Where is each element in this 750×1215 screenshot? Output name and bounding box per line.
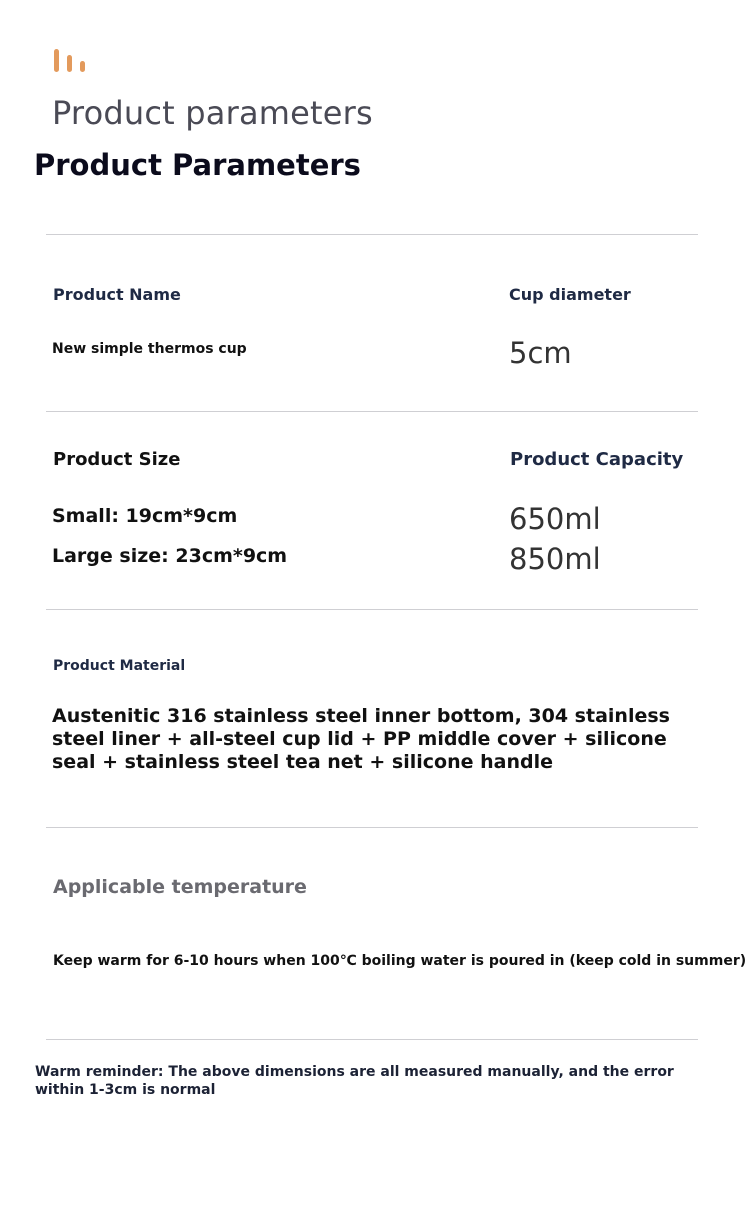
product-material-value: Austenitic 316 stainless steel inner bottom, 304 stainless steel liner + all-steel cup lid + PP middle cover + silicone seal + stainless steel tea net + silicone handle: [52, 705, 670, 773]
product-name-label: Product Name: [53, 285, 181, 304]
temperature-label: Applicable temperature: [53, 876, 307, 898]
product-name-value: New simple thermos cup: [52, 341, 247, 357]
product-material-label: Product Material: [53, 658, 186, 674]
temperature-value: Keep warm for 6-10 hours when 100℃ boiling water is poured in (keep cold in summer): [53, 953, 747, 969]
cup-diameter-value: 5cm: [509, 336, 572, 370]
capacity-small-value: 650ml: [509, 502, 601, 536]
page-title: Product Parameters: [34, 148, 361, 182]
cup-diameter-label: Cup diameter: [509, 285, 631, 304]
bar-icon-tall: [54, 49, 59, 72]
size-small-value: Small: 19cm*9cm: [52, 505, 238, 527]
page-subtitle: Product parameters: [52, 94, 373, 132]
divider: [46, 1039, 698, 1040]
product-size-label: Product Size: [53, 449, 181, 470]
warm-reminder: Warm reminder: The above dimensions are all measured manually, and the error within 1-3cm is normal: [35, 1064, 674, 1098]
size-large-value: Large size: 23cm*9cm: [52, 545, 288, 567]
bar-icon-medium: [67, 55, 72, 72]
divider: [46, 827, 698, 828]
product-capacity-label: Product Capacity: [510, 449, 684, 470]
bar-icon-short: [80, 61, 85, 72]
divider: [46, 609, 698, 610]
capacity-large-value: 850ml: [509, 542, 601, 576]
divider: [46, 234, 698, 235]
divider: [46, 411, 698, 412]
bars-icon: [54, 48, 88, 72]
